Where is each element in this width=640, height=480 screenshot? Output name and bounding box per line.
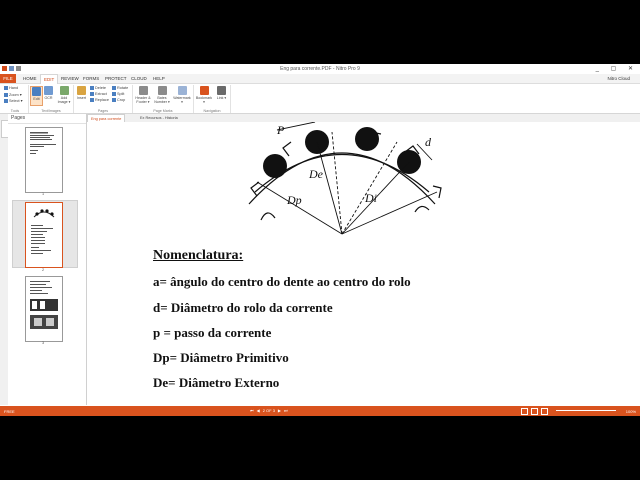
next-page-icon[interactable]: ▶ (277, 408, 281, 413)
select-tool[interactable]: Select ▾ (4, 98, 23, 103)
bookmark-button[interactable]: Bookmark ▾ (195, 86, 213, 104)
label-d: d (425, 135, 431, 149)
replace-icon (90, 98, 94, 102)
label-di: Di (365, 191, 377, 205)
insert-button[interactable]: Insert (75, 86, 88, 100)
window-controls[interactable]: _ ▢ ✕ (595, 66, 638, 72)
add-image-button[interactable]: Add Image ▾ (56, 86, 72, 104)
user-account[interactable]: Nitro Cloud (607, 76, 630, 81)
nomenclature-line: d= Diâmetro do rolo da corrente (153, 300, 333, 315)
zoom-icon (4, 93, 8, 97)
nomenclature-heading: Nomenclatura: (153, 248, 244, 263)
select-icon (4, 99, 8, 103)
watermark-button[interactable]: Watermark ▾ (172, 86, 192, 104)
continuous-view-icon[interactable] (531, 408, 538, 415)
ribbon-group-text-images (29, 85, 74, 113)
rotate-icon (112, 86, 116, 90)
menu-forms[interactable]: FORMS (83, 76, 100, 81)
edit-button[interactable]: Edit (30, 86, 43, 106)
split-icon (112, 92, 116, 96)
label-de: De (309, 167, 323, 181)
page-indicator[interactable]: 2 OF 3 (262, 408, 275, 413)
replace-button[interactable]: Replace (90, 98, 109, 102)
page-1-preview (26, 128, 62, 192)
extract-icon (90, 92, 94, 96)
status-mode: FREE (4, 409, 15, 414)
bookmark-icon (200, 86, 209, 95)
sprocket-diagram (237, 122, 457, 242)
zoom-tool[interactable]: Zoom ▾ (4, 92, 22, 97)
menu-home[interactable]: HOME (23, 76, 37, 81)
ribbon-group-tools (2, 85, 29, 113)
zoom-slider[interactable] (556, 410, 616, 411)
page-3-preview (26, 277, 62, 341)
hand-icon (4, 86, 8, 90)
document-view[interactable] (87, 122, 640, 405)
ocr-icon (44, 86, 53, 95)
delete-icon (90, 86, 94, 90)
doc-tab-ex-recursos[interactable]: Ex Recursos - Historia (140, 116, 178, 120)
nomenclature-line: De= Diâmetro Externo (153, 375, 280, 390)
menu-help[interactable]: HELP (153, 76, 165, 81)
edit-icon (32, 87, 41, 96)
page-navigation (250, 408, 288, 413)
menu-file[interactable]: FILE (0, 74, 16, 83)
label-dp: Dp (287, 193, 302, 207)
hand-tool[interactable]: Hand (4, 86, 18, 90)
page-number-1: 1 (41, 192, 45, 196)
image-icon (60, 86, 69, 95)
link-button[interactable]: Link ▾ (215, 86, 228, 100)
ribbon-group-label: Navigation (203, 109, 221, 113)
ribbon-group-label: Pages (97, 109, 109, 113)
page-thumbnail-3[interactable] (25, 276, 63, 342)
page-thumbnail-2[interactable] (25, 202, 63, 268)
zoom-level[interactable]: 100% (625, 409, 636, 414)
window-title: Eng para corrente.PDF - Nitro Pro 9 (280, 66, 360, 72)
header-footer-button[interactable]: Header & Footer ▾ (134, 86, 152, 104)
page-2-preview (26, 203, 62, 267)
ribbon-group-navigation (194, 85, 231, 113)
watermark-icon (178, 86, 187, 95)
status-bar (0, 406, 640, 416)
doc-tab-eng-para-corrente[interactable]: Eng para corrente (87, 114, 125, 123)
ribbon-group-label: Page Marks (153, 109, 173, 113)
extract-button[interactable]: Extract (90, 92, 107, 96)
ribbon (0, 84, 640, 114)
facing-view-icon[interactable] (541, 408, 548, 415)
view-mode-buttons (521, 408, 548, 415)
ribbon-group-label: Text/Images (41, 109, 61, 113)
nomenclature-line: p = passo da corrente (153, 325, 272, 340)
menu-bar (0, 74, 640, 84)
ribbon-group-page-marks (133, 85, 194, 113)
page-number-2: 2 (41, 268, 45, 272)
app-window (0, 64, 640, 416)
link-icon (217, 86, 226, 95)
menu-cloud[interactable]: CLOUD (131, 76, 147, 81)
menu-protect[interactable]: PROTECT (105, 76, 127, 81)
nomenclature-line: Dp= Diâmetro Primitivo (153, 350, 289, 365)
insert-page-icon (77, 86, 86, 95)
crop-button[interactable]: Crop (112, 98, 125, 102)
label-p: P (277, 123, 285, 137)
page-number-3: 3 (41, 341, 45, 345)
split-button[interactable]: Split (112, 92, 124, 96)
header-footer-icon (139, 86, 148, 95)
bates-number-icon (158, 86, 167, 95)
crop-icon (112, 98, 116, 102)
bates-number-button[interactable]: Bates Number ▾ (153, 86, 171, 104)
pages-panel-title: Pages (8, 114, 86, 124)
title-bar (0, 64, 640, 74)
rotate-button[interactable]: Rotate (112, 86, 128, 90)
ocr-button[interactable]: OCR (43, 86, 54, 100)
single-page-view-icon[interactable] (521, 408, 528, 415)
nomenclature-line: a= ângulo do centro do dente ao centro do rolo (153, 274, 411, 289)
first-page-icon[interactable]: ⏮ (250, 408, 254, 413)
page-thumbnail-1[interactable] (25, 127, 63, 193)
delete-button[interactable]: Delete (90, 86, 106, 90)
pages-panel (8, 114, 87, 405)
menu-review[interactable]: REVIEW (61, 76, 79, 81)
ribbon-group-label: Tools (10, 109, 20, 113)
last-page-icon[interactable]: ⏭ (284, 408, 288, 413)
ribbon-group-pages (74, 85, 133, 113)
prev-page-icon[interactable]: ◀ (256, 408, 260, 413)
menu-edit[interactable]: EDIT (40, 74, 58, 84)
